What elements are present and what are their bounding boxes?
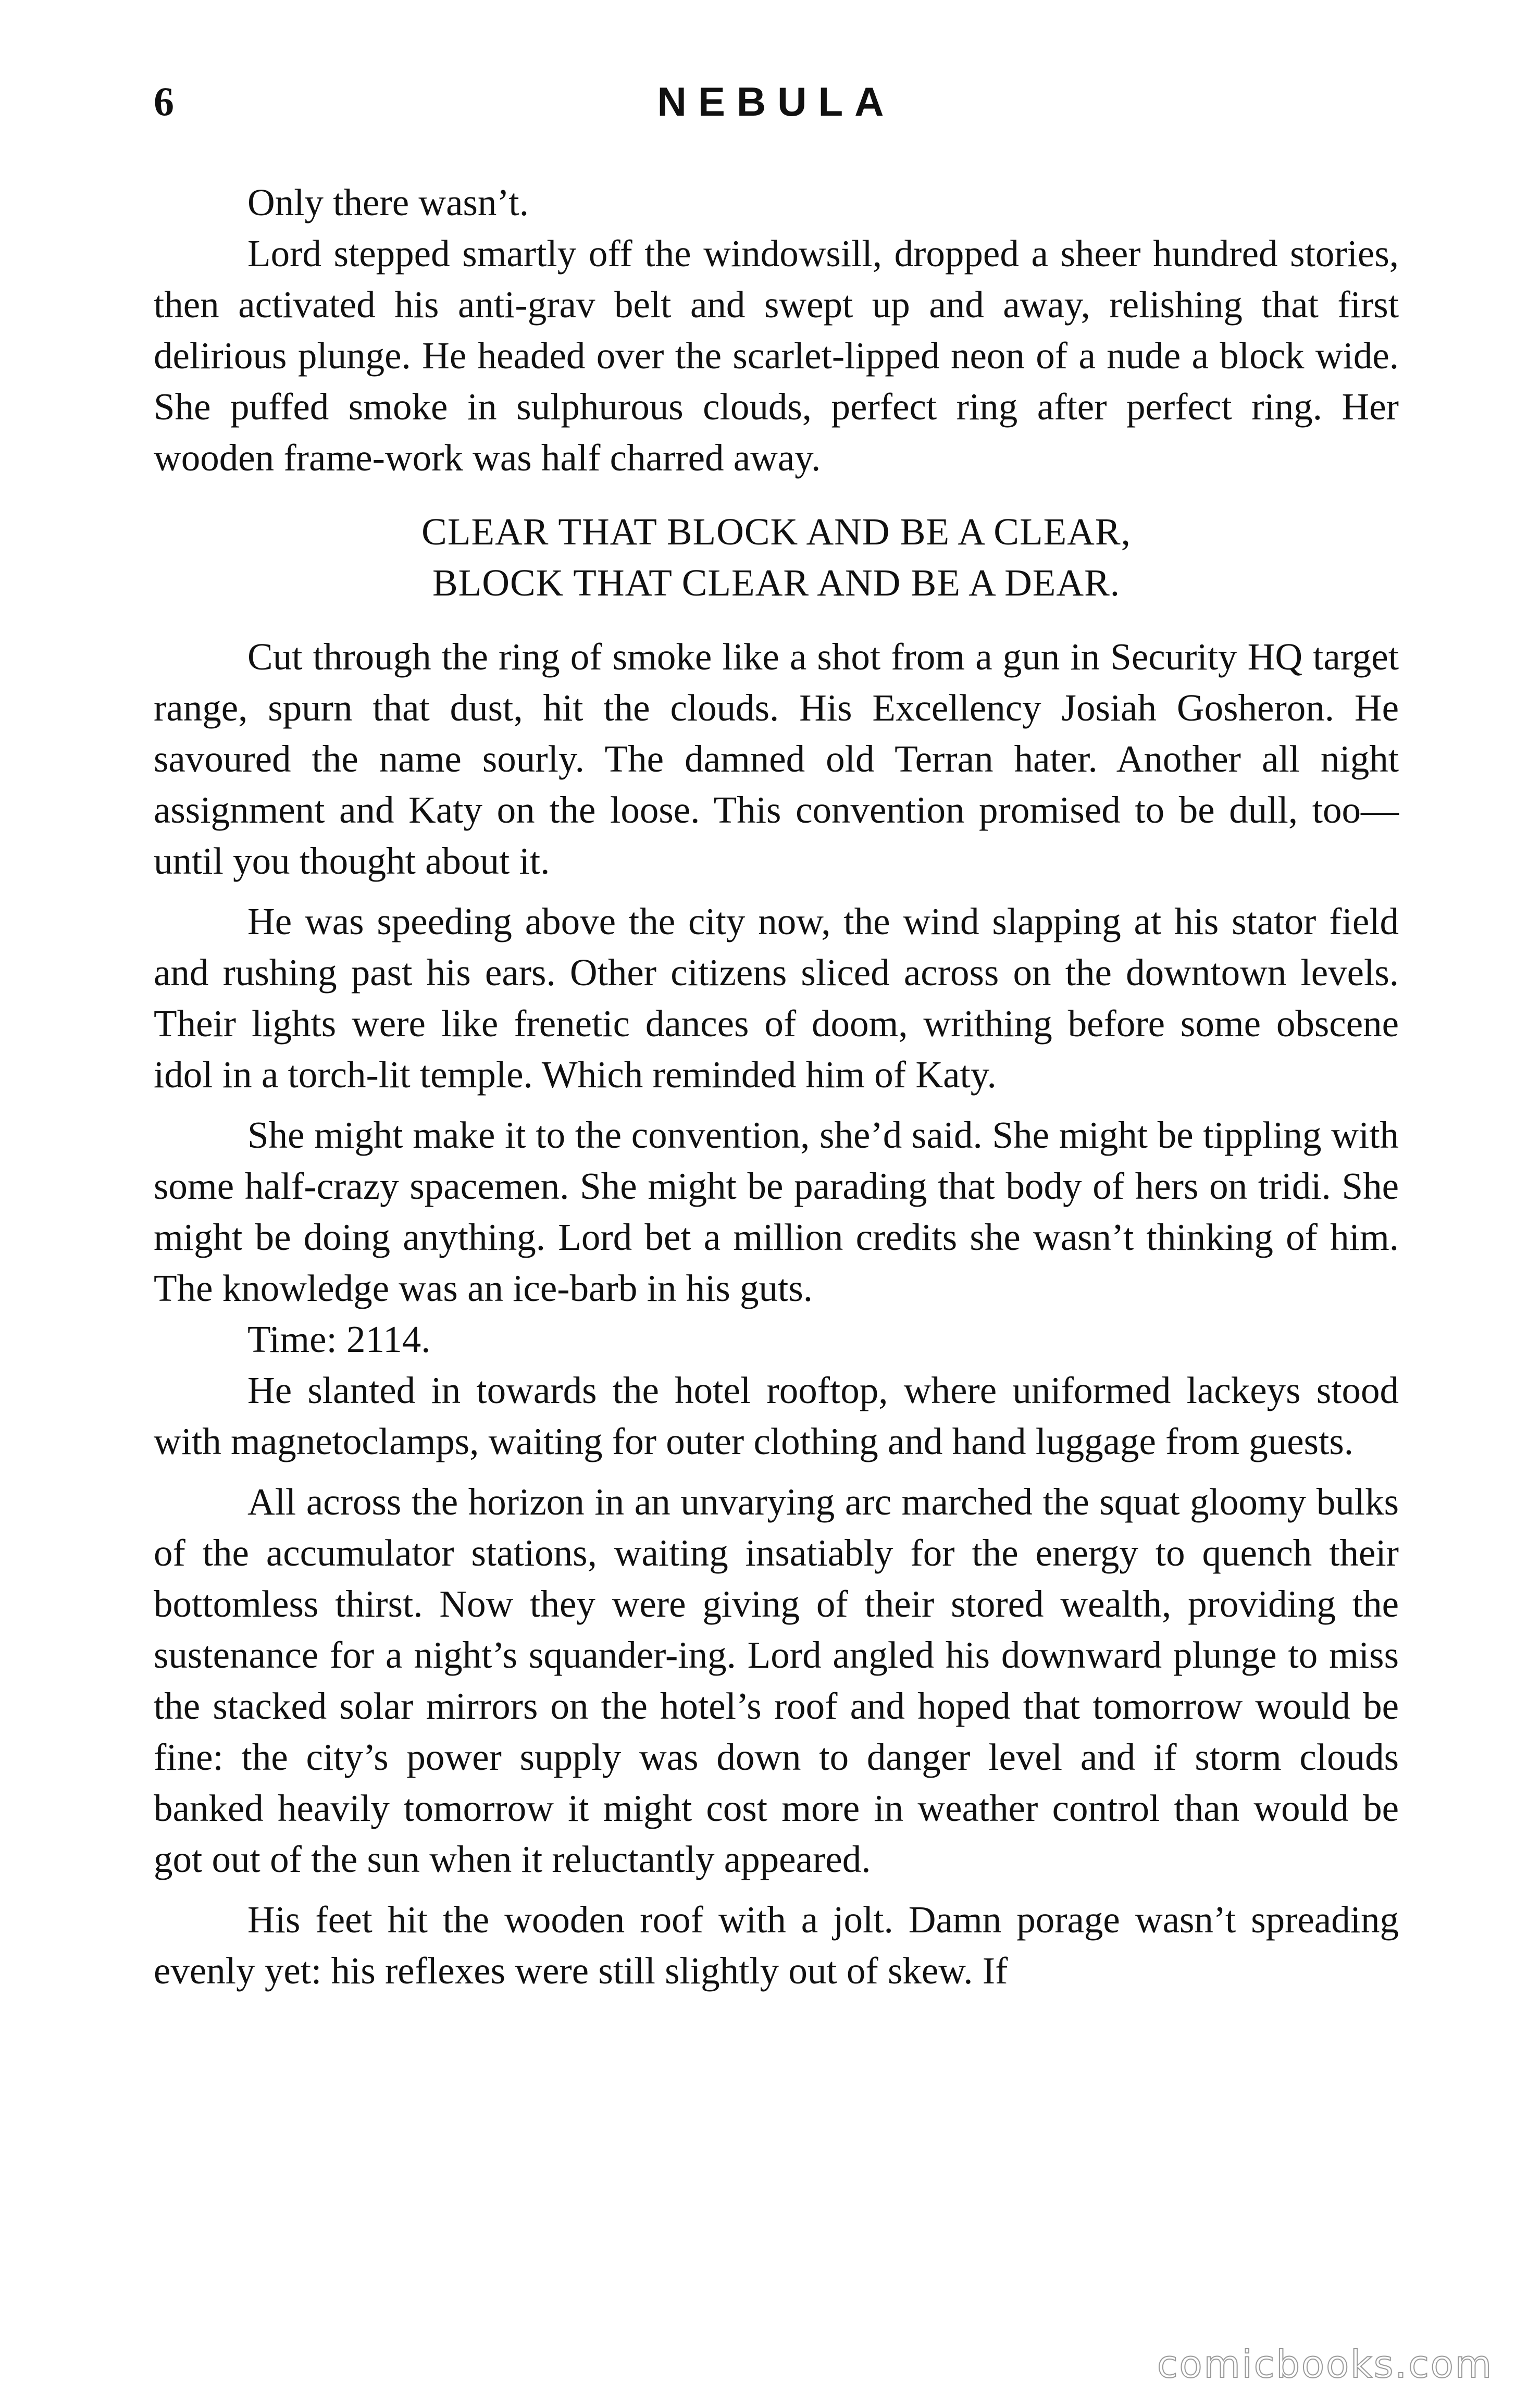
paragraph-4: He was speeding above the city now, the wind slapping at his stator field and rushing past his ears. Other citizens sliced across on the downtown levels. Their lights were like frenetic dances of doom, writhing before some obscene idol in a torch-lit temple. Which reminded him of Katy. [154, 900, 1399, 1096]
sign-line-2: BLOCK THAT CLEAR AND BE A DEAR. [432, 562, 1121, 604]
watermark-text: comicbooks.com [1157, 2342, 1493, 2386]
book-page [154, 73, 1399, 2006]
paragraph-2: Lord stepped smartly off the windowsill, dropped a sheer hundred stories, then activated his anti-grav belt and swept up and away, relishing that first delirious plunge. He headed over the scarlet-lipped neon of a nude a block wide. She puffed smoke in sulphurous clouds, perfect ring after perfect ring. Her wooden frame-work was half charred away. [154, 232, 1399, 479]
page-number: 6 [154, 79, 174, 124]
running-title: NEBULA [657, 79, 896, 125]
paragraph-time: Time: 2114. [247, 1318, 431, 1360]
neon-sign-text [154, 506, 1399, 609]
paragraph-5: She might make it to the convention, she’d said. She might be tippling with some half-crazy spacemen. She might be parading that body of hers on tridi. She might be doing anything. Lord bet a million credits she wasn’t thinking of him. The knowledge was an ice-barb in his guts. [154, 1114, 1399, 1309]
paragraph-7: All across the horizon in an unvarying arc marched the squat gloomy bulks of the accumulator stations, waiting insatiably for the energy to quench their bottomless thirst. Now they were giving of their stored wealth, providing the sustenance for a night’s squander-ing. Lord angled his downward plunge to miss the stacked solar mirrors on the hotel’s roof and hoped that tomorrow would be fine: the city’s power supply was down to danger level and if storm clouds banked heavily tomorrow it might cost more in weather control than would be got out of the sun when it reluctantly appeared. [154, 1481, 1399, 1880]
sign-line-1: CLEAR THAT BLOCK AND BE A CLEAR, [421, 511, 1131, 553]
page-header [154, 73, 1399, 135]
paragraph-1: Only there wasn’t. [247, 181, 529, 224]
paragraph-3: Cut through the ring of smoke like a shot from a gun in Security HQ target range, spurn that dust, hit the clouds. His Excellency Josiah Gosheron. He savoured the name sourly. The damned old Terran hater. Another all night assignment and Katy on the loose. This convention promised to be dull, too—until you thought about it. [154, 636, 1399, 882]
paragraph-6: He slanted in towards the hotel rooftop, where uniformed lackeys stood with magnetoclamps, waiting for outer clothing and hand luggage from guests. [154, 1369, 1399, 1462]
paragraph-8: His feet hit the wooden roof with a jolt. Damn porage wasn’t spreading evenly yet: his reflexes were still slightly out of skew. If [154, 1899, 1399, 1992]
body-text [154, 177, 1399, 1996]
